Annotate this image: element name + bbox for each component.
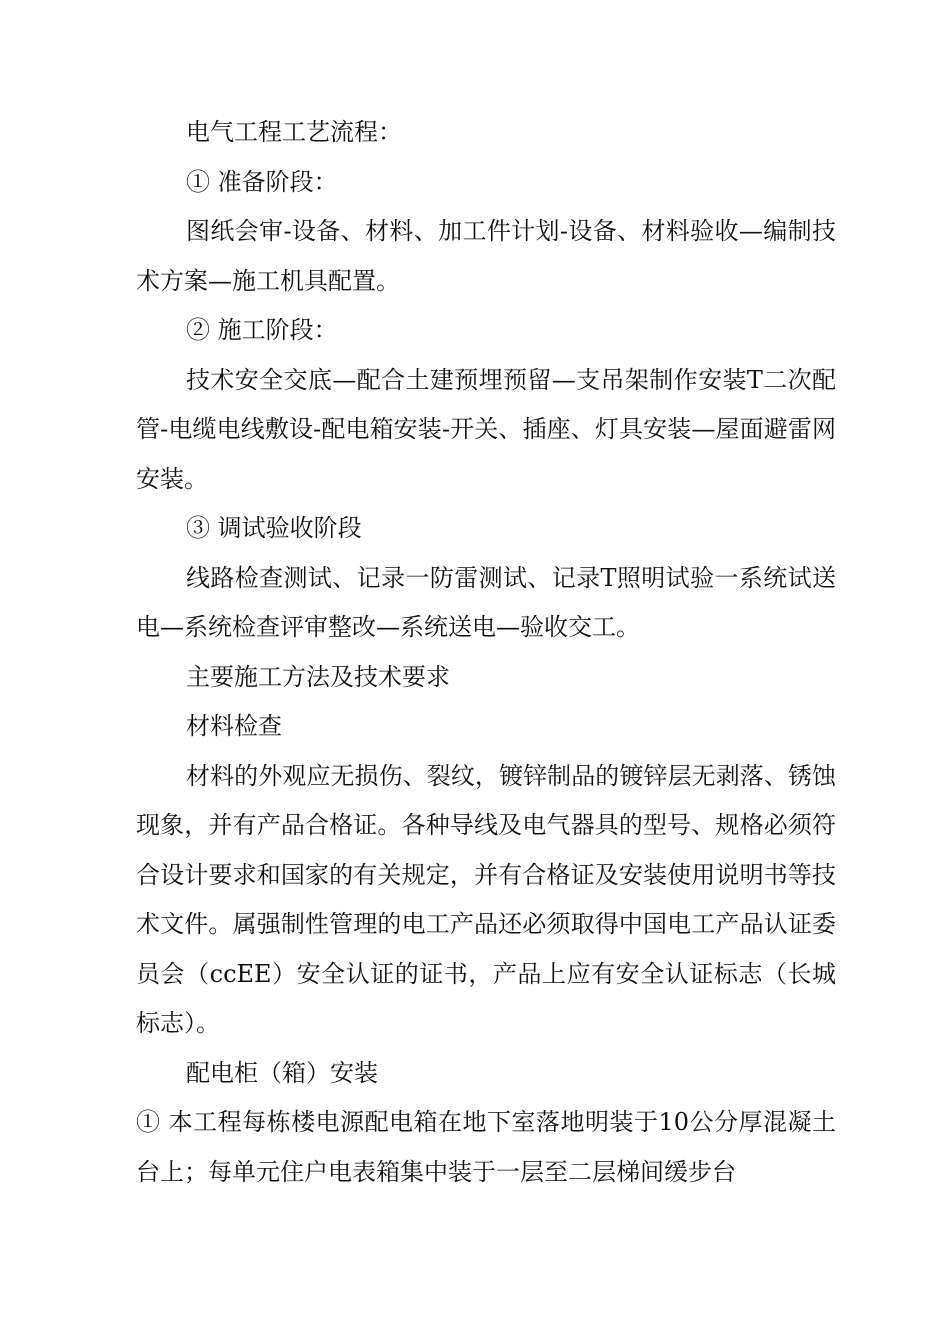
stage-heading-preparation: ① 准备阶段： bbox=[186, 167, 338, 196]
section-heading-methods: 主要施工方法及技术要求 bbox=[186, 662, 450, 691]
stage-heading-testing: ③ 调试验收阶段 bbox=[186, 514, 362, 542]
paragraph-testing-steps: 线路检查测试、记录一防雷测试、记录T照明试验一系统试送电—系统检查评审整改—系统送电—验收交工。 bbox=[136, 563, 836, 641]
paragraph-distribution-box-item-1: ① 本工程每栋楼电源配电箱在地下室落地明装于10公分厚混凝土台上；每单元住户电表箱集中装于一层至二层梯间缓步台 bbox=[136, 1108, 836, 1186]
stage-heading-construction: ② 施工阶段： bbox=[186, 316, 338, 344]
subheading-distribution-box: 配电柜（箱）安装 bbox=[186, 1058, 378, 1087]
paragraph-preparation-steps: 图纸会审-设备、材料、加工件计划-设备、材料验收—编制技术方案—施工机具配置。 bbox=[136, 217, 836, 295]
subheading-material-inspection: 材料检查 bbox=[186, 712, 282, 740]
paragraph-material-inspection: 材料的外观应无损伤、裂纹，镀锌制品的镀锌层无剥落、锈蚀现象，并有产品合格证。各种导线及电气器具的型号、规格必须符合设计要求和国家的有关规定，并有合格证及安装使用说明书等技术文件。属强制性管理的电工产品还必须取得中国电工产品认证委员会（ccEE）安全认证的证书，产品上应有安全认证标志（长城标志）。 bbox=[136, 761, 836, 1037]
paragraph-construction-steps: 技术安全交底—配合土建预埋预留—支吊架制作安装T二次配管-电缆电线敷设-配电箱安装-开关、插座、灯具安装—屋面避雷网安装。 bbox=[136, 365, 836, 493]
section-heading-process: 电气工程工艺流程： bbox=[186, 118, 402, 146]
document-body bbox=[136, 108, 836, 1197]
